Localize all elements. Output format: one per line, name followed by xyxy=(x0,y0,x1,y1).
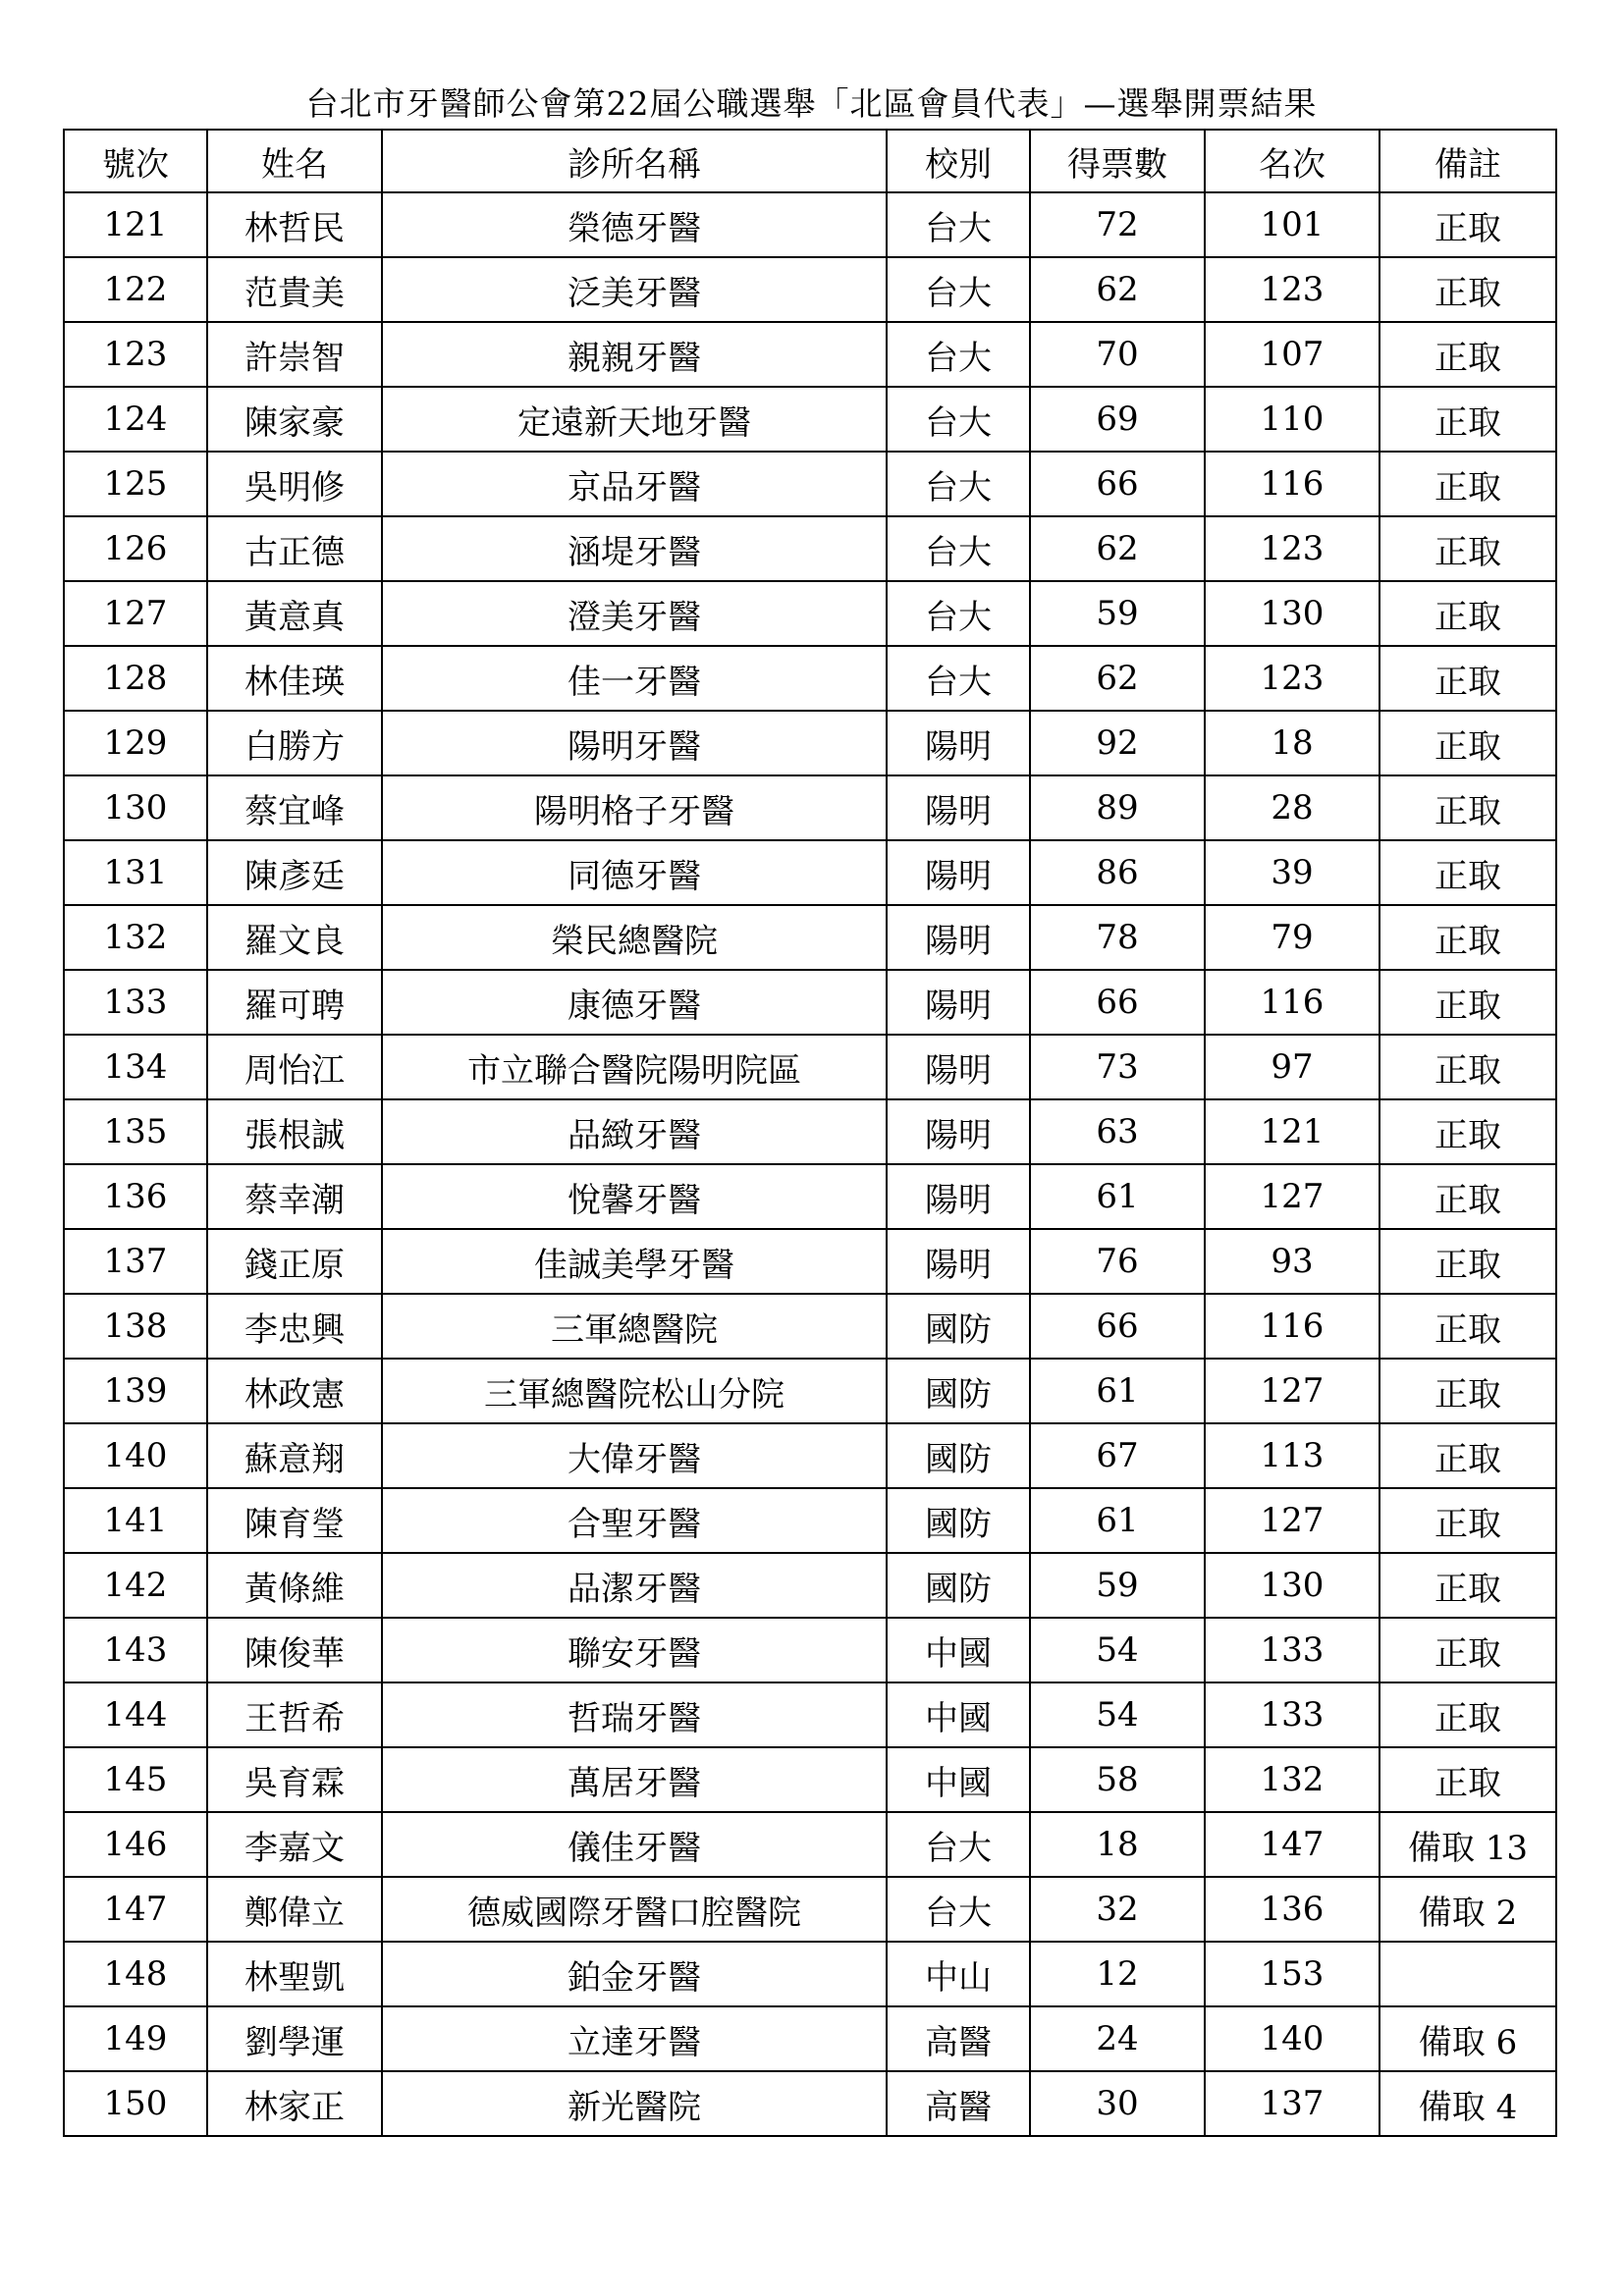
table-row xyxy=(64,257,1556,322)
cell-rank: 123 xyxy=(1205,257,1380,322)
table-row xyxy=(64,775,1556,840)
cell-clinic: 鉑金牙醫 xyxy=(382,1942,887,2006)
cell-note: 正取 xyxy=(1380,516,1556,581)
cell-number: 134 xyxy=(64,1035,207,1099)
cell-school: 陽明 xyxy=(887,1035,1030,1099)
cell-name: 錢正原 xyxy=(207,1229,382,1294)
cell-name: 蔡宜峰 xyxy=(207,775,382,840)
cell-votes: 30 xyxy=(1030,2071,1205,2136)
cell-rank: 127 xyxy=(1205,1488,1380,1553)
cell-school: 高醫 xyxy=(887,2006,1030,2071)
cell-number: 127 xyxy=(64,581,207,646)
election-results-table xyxy=(63,129,1557,2137)
cell-number: 128 xyxy=(64,646,207,711)
table-row xyxy=(64,1877,1556,1942)
cell-votes: 86 xyxy=(1030,840,1205,905)
cell-note: 正取 xyxy=(1380,1423,1556,1488)
cell-clinic: 三軍總醫院松山分院 xyxy=(382,1359,887,1423)
header-number: 號次 xyxy=(64,130,207,192)
cell-school: 國防 xyxy=(887,1423,1030,1488)
cell-rank: 93 xyxy=(1205,1229,1380,1294)
table-row xyxy=(64,711,1556,775)
cell-school: 台大 xyxy=(887,452,1030,516)
header-votes: 得票數 xyxy=(1030,130,1205,192)
cell-rank: 133 xyxy=(1205,1682,1380,1747)
table-row xyxy=(64,322,1556,387)
cell-clinic: 品潔牙醫 xyxy=(382,1553,887,1618)
cell-number: 140 xyxy=(64,1423,207,1488)
cell-name: 羅可聘 xyxy=(207,970,382,1035)
cell-clinic: 三軍總醫院 xyxy=(382,1294,887,1359)
cell-note: 備取 2 xyxy=(1380,1877,1556,1942)
cell-clinic: 合聖牙醫 xyxy=(382,1488,887,1553)
cell-name: 周怡江 xyxy=(207,1035,382,1099)
table-row xyxy=(64,1035,1556,1099)
cell-name: 蘇意翔 xyxy=(207,1423,382,1488)
cell-number: 138 xyxy=(64,1294,207,1359)
table-row xyxy=(64,192,1556,257)
cell-school: 陽明 xyxy=(887,840,1030,905)
cell-name: 陳俊華 xyxy=(207,1618,382,1682)
cell-note: 正取 xyxy=(1380,387,1556,452)
page-title: 台北市牙醫師公會第22屆公職選舉「北區會員代表」—選舉開票結果 xyxy=(305,84,1318,123)
cell-rank: 113 xyxy=(1205,1423,1380,1488)
cell-note: 備取 6 xyxy=(1380,2006,1556,2071)
cell-number: 122 xyxy=(64,257,207,322)
cell-rank: 110 xyxy=(1205,387,1380,452)
table-row xyxy=(64,1099,1556,1164)
cell-clinic: 京品牙醫 xyxy=(382,452,887,516)
table-row xyxy=(64,1164,1556,1229)
cell-votes: 59 xyxy=(1030,1553,1205,1618)
table-row xyxy=(64,1359,1556,1423)
cell-number: 149 xyxy=(64,2006,207,2071)
table-row xyxy=(64,1682,1556,1747)
cell-votes: 62 xyxy=(1030,646,1205,711)
cell-rank: 147 xyxy=(1205,1812,1380,1877)
table-row xyxy=(64,840,1556,905)
cell-name: 李忠興 xyxy=(207,1294,382,1359)
cell-note: 正取 xyxy=(1380,711,1556,775)
cell-note: 正取 xyxy=(1380,1164,1556,1229)
cell-clinic: 品緻牙醫 xyxy=(382,1099,887,1164)
cell-clinic: 儀佳牙醫 xyxy=(382,1812,887,1877)
cell-number: 137 xyxy=(64,1229,207,1294)
cell-rank: 136 xyxy=(1205,1877,1380,1942)
cell-votes: 66 xyxy=(1030,1294,1205,1359)
cell-name: 劉學運 xyxy=(207,2006,382,2071)
cell-votes: 32 xyxy=(1030,1877,1205,1942)
cell-name: 陳家豪 xyxy=(207,387,382,452)
cell-votes: 76 xyxy=(1030,1229,1205,1294)
cell-clinic: 泛美牙醫 xyxy=(382,257,887,322)
cell-clinic: 佳誠美學牙醫 xyxy=(382,1229,887,1294)
cell-note: 正取 xyxy=(1380,905,1556,970)
cell-clinic: 定遠新天地牙醫 xyxy=(382,387,887,452)
table-row xyxy=(64,1942,1556,2006)
cell-number: 136 xyxy=(64,1164,207,1229)
cell-number: 141 xyxy=(64,1488,207,1553)
cell-school: 陽明 xyxy=(887,1229,1030,1294)
table-body xyxy=(64,192,1556,2136)
cell-school: 國防 xyxy=(887,1553,1030,1618)
cell-note: 正取 xyxy=(1380,775,1556,840)
cell-school: 台大 xyxy=(887,581,1030,646)
cell-number: 131 xyxy=(64,840,207,905)
cell-name: 白勝方 xyxy=(207,711,382,775)
cell-votes: 70 xyxy=(1030,322,1205,387)
cell-clinic: 聯安牙醫 xyxy=(382,1618,887,1682)
cell-name: 陳育瑩 xyxy=(207,1488,382,1553)
table-row xyxy=(64,387,1556,452)
cell-votes: 59 xyxy=(1030,581,1205,646)
cell-school: 陽明 xyxy=(887,711,1030,775)
cell-name: 黃條維 xyxy=(207,1553,382,1618)
cell-note: 正取 xyxy=(1380,1747,1556,1812)
cell-votes: 78 xyxy=(1030,905,1205,970)
cell-number: 130 xyxy=(64,775,207,840)
table-row xyxy=(64,905,1556,970)
header-rank: 名次 xyxy=(1205,130,1380,192)
cell-rank: 116 xyxy=(1205,1294,1380,1359)
cell-note xyxy=(1380,1942,1556,2006)
cell-clinic: 萬居牙醫 xyxy=(382,1747,887,1812)
cell-name: 范貴美 xyxy=(207,257,382,322)
cell-number: 150 xyxy=(64,2071,207,2136)
cell-note: 正取 xyxy=(1380,970,1556,1035)
cell-number: 126 xyxy=(64,516,207,581)
cell-clinic: 市立聯合醫院陽明院區 xyxy=(382,1035,887,1099)
cell-rank: 101 xyxy=(1205,192,1380,257)
cell-rank: 130 xyxy=(1205,581,1380,646)
cell-clinic: 同德牙醫 xyxy=(382,840,887,905)
cell-note: 正取 xyxy=(1380,646,1556,711)
cell-name: 吳育霖 xyxy=(207,1747,382,1812)
cell-clinic: 榮民總醫院 xyxy=(382,905,887,970)
cell-rank: 97 xyxy=(1205,1035,1380,1099)
cell-rank: 140 xyxy=(1205,2006,1380,2071)
cell-number: 145 xyxy=(64,1747,207,1812)
cell-votes: 61 xyxy=(1030,1359,1205,1423)
table-row xyxy=(64,2006,1556,2071)
cell-votes: 12 xyxy=(1030,1942,1205,2006)
cell-clinic: 哲瑞牙醫 xyxy=(382,1682,887,1747)
cell-clinic: 德威國際牙醫口腔醫院 xyxy=(382,1877,887,1942)
table-row xyxy=(64,970,1556,1035)
cell-note: 正取 xyxy=(1380,1359,1556,1423)
table-row xyxy=(64,1812,1556,1877)
cell-number: 139 xyxy=(64,1359,207,1423)
cell-rank: 116 xyxy=(1205,452,1380,516)
cell-number: 146 xyxy=(64,1812,207,1877)
cell-number: 148 xyxy=(64,1942,207,2006)
cell-school: 台大 xyxy=(887,646,1030,711)
cell-clinic: 陽明格子牙醫 xyxy=(382,775,887,840)
cell-rank: 79 xyxy=(1205,905,1380,970)
cell-rank: 123 xyxy=(1205,516,1380,581)
cell-votes: 24 xyxy=(1030,2006,1205,2071)
cell-school: 台大 xyxy=(887,516,1030,581)
cell-rank: 153 xyxy=(1205,1942,1380,2006)
cell-number: 135 xyxy=(64,1099,207,1164)
cell-rank: 127 xyxy=(1205,1359,1380,1423)
table-row xyxy=(64,1488,1556,1553)
cell-number: 147 xyxy=(64,1877,207,1942)
cell-number: 143 xyxy=(64,1618,207,1682)
cell-school: 中國 xyxy=(887,1747,1030,1812)
table-row xyxy=(64,1423,1556,1488)
cell-school: 陽明 xyxy=(887,1164,1030,1229)
cell-school: 台大 xyxy=(887,322,1030,387)
table-row xyxy=(64,1618,1556,1682)
cell-note: 正取 xyxy=(1380,1682,1556,1747)
cell-rank: 132 xyxy=(1205,1747,1380,1812)
cell-clinic: 悅馨牙醫 xyxy=(382,1164,887,1229)
cell-votes: 62 xyxy=(1030,257,1205,322)
cell-votes: 18 xyxy=(1030,1812,1205,1877)
cell-votes: 73 xyxy=(1030,1035,1205,1099)
cell-name: 林佳瑛 xyxy=(207,646,382,711)
cell-votes: 54 xyxy=(1030,1682,1205,1747)
cell-note: 備取 13 xyxy=(1380,1812,1556,1877)
cell-rank: 130 xyxy=(1205,1553,1380,1618)
cell-name: 林政憲 xyxy=(207,1359,382,1423)
cell-clinic: 康德牙醫 xyxy=(382,970,887,1035)
table-row xyxy=(64,516,1556,581)
cell-clinic: 澄美牙醫 xyxy=(382,581,887,646)
cell-school: 台大 xyxy=(887,387,1030,452)
table-row xyxy=(64,1553,1556,1618)
cell-rank: 127 xyxy=(1205,1164,1380,1229)
cell-name: 古正德 xyxy=(207,516,382,581)
cell-name: 吳明修 xyxy=(207,452,382,516)
cell-name: 林聖凱 xyxy=(207,1942,382,2006)
cell-name: 李嘉文 xyxy=(207,1812,382,1877)
cell-name: 羅文良 xyxy=(207,905,382,970)
cell-votes: 69 xyxy=(1030,387,1205,452)
cell-school: 陽明 xyxy=(887,970,1030,1035)
cell-school: 國防 xyxy=(887,1294,1030,1359)
cell-note: 備取 4 xyxy=(1380,2071,1556,2136)
cell-votes: 54 xyxy=(1030,1618,1205,1682)
cell-rank: 121 xyxy=(1205,1099,1380,1164)
cell-clinic: 陽明牙醫 xyxy=(382,711,887,775)
table-row xyxy=(64,646,1556,711)
cell-number: 129 xyxy=(64,711,207,775)
cell-note: 正取 xyxy=(1380,452,1556,516)
cell-note: 正取 xyxy=(1380,1229,1556,1294)
cell-number: 142 xyxy=(64,1553,207,1618)
cell-school: 台大 xyxy=(887,1877,1030,1942)
cell-note: 正取 xyxy=(1380,1035,1556,1099)
cell-rank: 107 xyxy=(1205,322,1380,387)
cell-school: 陽明 xyxy=(887,1099,1030,1164)
cell-votes: 92 xyxy=(1030,711,1205,775)
table-row xyxy=(64,1229,1556,1294)
cell-number: 144 xyxy=(64,1682,207,1747)
cell-rank: 137 xyxy=(1205,2071,1380,2136)
cell-school: 台大 xyxy=(887,192,1030,257)
header-name: 姓名 xyxy=(207,130,382,192)
cell-votes: 67 xyxy=(1030,1423,1205,1488)
cell-votes: 63 xyxy=(1030,1099,1205,1164)
cell-name: 王哲希 xyxy=(207,1682,382,1747)
table-row xyxy=(64,452,1556,516)
cell-rank: 28 xyxy=(1205,775,1380,840)
table-row xyxy=(64,581,1556,646)
cell-votes: 89 xyxy=(1030,775,1205,840)
cell-note: 正取 xyxy=(1380,840,1556,905)
cell-note: 正取 xyxy=(1380,1618,1556,1682)
cell-name: 許崇智 xyxy=(207,322,382,387)
cell-school: 台大 xyxy=(887,1812,1030,1877)
table-row xyxy=(64,2071,1556,2136)
cell-votes: 72 xyxy=(1030,192,1205,257)
cell-school: 台大 xyxy=(887,257,1030,322)
cell-school: 中山 xyxy=(887,1942,1030,2006)
header-note: 備註 xyxy=(1380,130,1556,192)
cell-rank: 18 xyxy=(1205,711,1380,775)
cell-name: 林家正 xyxy=(207,2071,382,2136)
cell-note: 正取 xyxy=(1380,1488,1556,1553)
cell-note: 正取 xyxy=(1380,192,1556,257)
cell-name: 鄭偉立 xyxy=(207,1877,382,1942)
cell-clinic: 榮德牙醫 xyxy=(382,192,887,257)
cell-name: 黃意真 xyxy=(207,581,382,646)
cell-school: 高醫 xyxy=(887,2071,1030,2136)
cell-name: 張根誠 xyxy=(207,1099,382,1164)
cell-note: 正取 xyxy=(1380,1553,1556,1618)
table-header-row xyxy=(64,130,1556,192)
cell-clinic: 新光醫院 xyxy=(382,2071,887,2136)
cell-rank: 133 xyxy=(1205,1618,1380,1682)
cell-school: 陽明 xyxy=(887,905,1030,970)
cell-school: 國防 xyxy=(887,1488,1030,1553)
cell-clinic: 佳一牙醫 xyxy=(382,646,887,711)
cell-clinic: 親親牙醫 xyxy=(382,322,887,387)
cell-school: 中國 xyxy=(887,1618,1030,1682)
cell-school: 陽明 xyxy=(887,775,1030,840)
cell-name: 林哲民 xyxy=(207,192,382,257)
cell-votes: 66 xyxy=(1030,970,1205,1035)
cell-number: 121 xyxy=(64,192,207,257)
cell-number: 124 xyxy=(64,387,207,452)
table-row xyxy=(64,1294,1556,1359)
cell-note: 正取 xyxy=(1380,257,1556,322)
cell-note: 正取 xyxy=(1380,581,1556,646)
cell-note: 正取 xyxy=(1380,1294,1556,1359)
cell-clinic: 立達牙醫 xyxy=(382,2006,887,2071)
cell-votes: 62 xyxy=(1030,516,1205,581)
cell-number: 123 xyxy=(64,322,207,387)
cell-school: 國防 xyxy=(887,1359,1030,1423)
header-clinic: 診所名稱 xyxy=(382,130,887,192)
cell-number: 132 xyxy=(64,905,207,970)
cell-number: 125 xyxy=(64,452,207,516)
cell-number: 133 xyxy=(64,970,207,1035)
cell-clinic: 涵堤牙醫 xyxy=(382,516,887,581)
cell-name: 蔡幸潮 xyxy=(207,1164,382,1229)
cell-clinic: 大偉牙醫 xyxy=(382,1423,887,1488)
cell-name: 陳彥廷 xyxy=(207,840,382,905)
cell-votes: 61 xyxy=(1030,1488,1205,1553)
cell-note: 正取 xyxy=(1380,322,1556,387)
cell-votes: 58 xyxy=(1030,1747,1205,1812)
cell-school: 中國 xyxy=(887,1682,1030,1747)
header-school: 校別 xyxy=(887,130,1030,192)
cell-votes: 61 xyxy=(1030,1164,1205,1229)
cell-rank: 116 xyxy=(1205,970,1380,1035)
cell-votes: 66 xyxy=(1030,452,1205,516)
table-row xyxy=(64,1747,1556,1812)
cell-note: 正取 xyxy=(1380,1099,1556,1164)
cell-rank: 123 xyxy=(1205,646,1380,711)
cell-rank: 39 xyxy=(1205,840,1380,905)
